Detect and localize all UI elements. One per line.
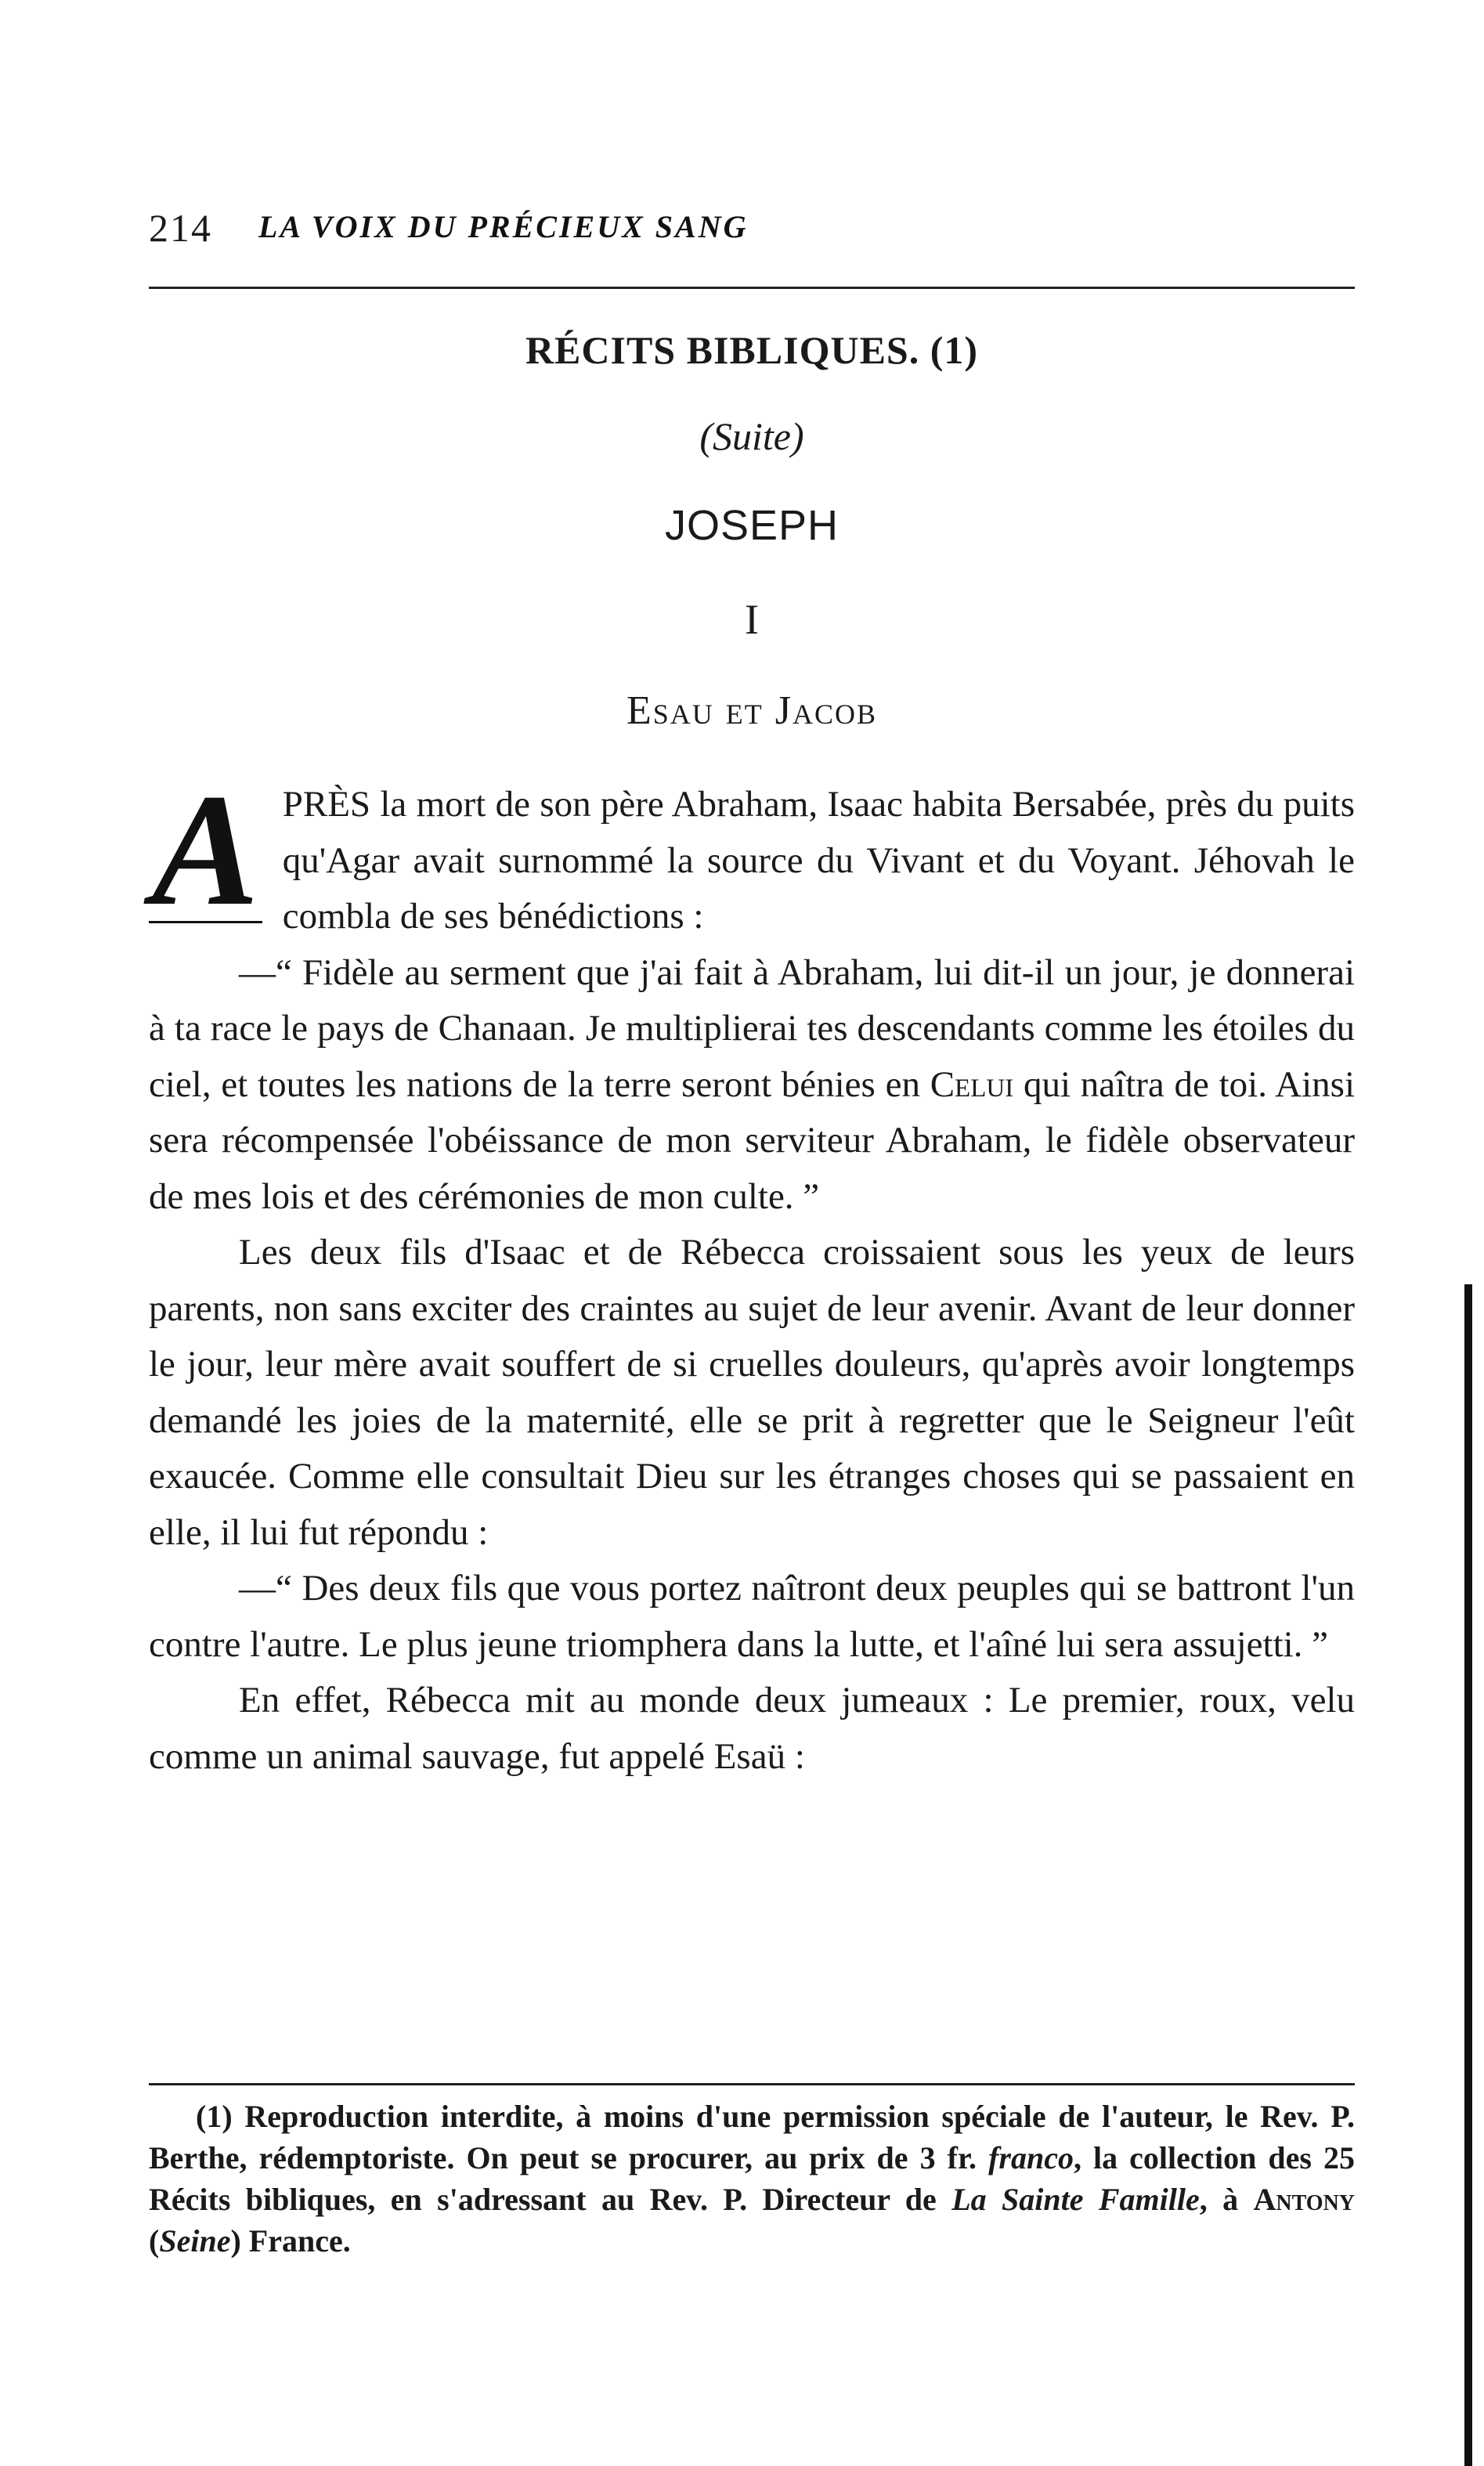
footnote-town: Antony (1253, 2182, 1356, 2217)
footnote (149, 2096, 1355, 2262)
running-head (149, 205, 1355, 252)
paragraph-1-text: PRÈS la mort de son père Abraham, Isaac habita Bersabée, près du puits qu'Agar avait surnommé la source du Vivant et du Voyant. Jéhovah le combla de ses bénédictions : (282, 784, 1355, 937)
header-rule (149, 287, 1355, 289)
section-subtitle: (Suite) (699, 414, 804, 458)
footnote-text (149, 2096, 1355, 2262)
page-number: 214 (149, 206, 212, 250)
scan-margin-bar (1464, 1284, 1472, 2466)
story-title: JOSEPH (664, 502, 839, 549)
paragraph-4: —“ Des deux fils que vous portez naîtront deux peuples qui se battront l'un contre l'autre. Le plus jeune triomphera dans la lutte, et l'aîné lui sera assujetti. ” (149, 1568, 1355, 1665)
paragraph-5: En effet, Rébecca mit au monde deux jumeaux : Le premier, roux, velu comme un animal sauvage, fut appelé Esaü : (149, 1680, 1355, 1777)
footnote-journal: La Sainte Famille (951, 2182, 1200, 2217)
chapter-numeral: I (745, 596, 759, 643)
chapter-title: Esau et Jacob (626, 688, 878, 733)
running-title: LA VOIX DU PRÉCIEUX SANG (258, 209, 749, 244)
footnote-part-2: , la collection des 25 Récits bibliques, en s'adressant au Rev. P. Directeur de (149, 2140, 1355, 2217)
page (149, 0, 1355, 2466)
footnote-rule (149, 2083, 1355, 2085)
footnote-dept: Seine (159, 2223, 231, 2258)
paragraph-2-text-a: —“ Fidèle au serment que j'ai fait à Abraham, lui dit-il un jour, je donnerai à ta race le pays de Chanaan. Je multiplierai tes descendants comme les étoiles du ciel, et toutes les nations de la terre seront bénies en (149, 951, 1355, 1105)
body-text (149, 761, 1356, 1785)
drop-cap: A (149, 780, 262, 923)
footnote-part-3: , à (1199, 2182, 1254, 2217)
footnote-part-5: ) France. (230, 2223, 351, 2258)
footnote-part-1: (1) Reproduction interdite, à moins d'une permission spéciale de l'auteur, le Rev. P. Berthe, rédemptoriste. On peut se procurer, au prix de 3 fr. (149, 2099, 1355, 2175)
footnote-part-4: ( (149, 2223, 160, 2258)
section-title: RÉCITS BIBLIQUES. (1) (525, 328, 979, 372)
footnote-franco: franco (988, 2140, 1074, 2175)
paragraph-3: Les deux fils d'Isaac et de Rébecca croissaient sous les yeux de leurs parents, non sans exciter des craintes au sujet de leur avenir. Avant de leur donner le jour, leur mère avait souffert de si cruelles douleurs, qu'après avoir longtemps demandé les joies de la maternité, elle se prit à regretter que le Seigneur l'eût exaucée. Comme elle consultait Dieu sur les étranges choses qui se passaient en elle, il lui fut répondu : (149, 1232, 1355, 1553)
paragraph-2-smallcaps: Celui (930, 1063, 1014, 1105)
paragraph-2-text-b: qui naîtra de toi. Ainsi sera récompensée l'obéissance de mon serviteur Abraham, le fidèle observateur de mes lois et des cérémonies de mon culte. ” (149, 1063, 1356, 1217)
paragraph-1 (149, 761, 1355, 945)
paragraph-2 (149, 945, 1355, 1226)
